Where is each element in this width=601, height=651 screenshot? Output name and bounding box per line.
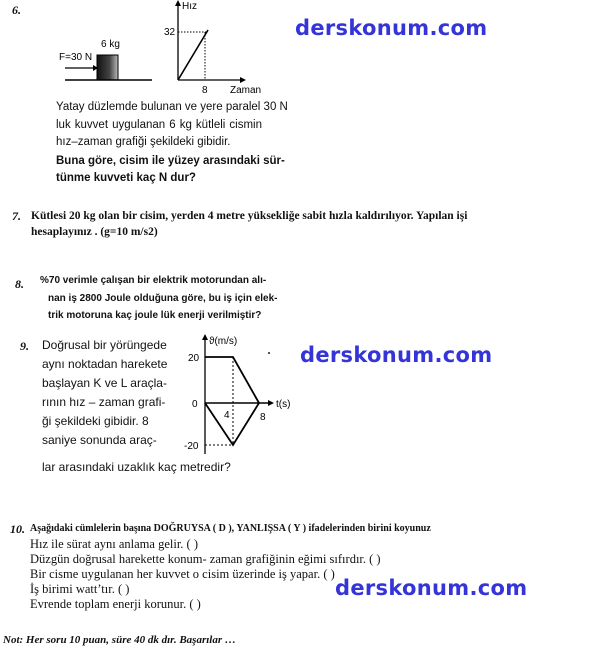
list-item: Bir cisme uygulanan her kuvvet o cisim üzerinde iş yapar. ( ) xyxy=(30,567,335,581)
y-axis-label: Hız xyxy=(182,1,197,12)
q7-text xyxy=(31,208,467,240)
x-tick: 4 xyxy=(224,410,230,421)
list-item: Düzgün doğrusal harekette konum- zaman grafiğinin eğimi sıfırdır. ( ) xyxy=(30,552,381,566)
force-label: F=30 N xyxy=(59,52,93,63)
block xyxy=(97,55,118,80)
watermark: derskonum.com xyxy=(335,576,528,600)
q6-text xyxy=(56,99,288,188)
velocity-line xyxy=(178,30,208,80)
list-item: Hız ile sürat aynı anlama gelir. ( ) xyxy=(30,537,198,551)
text-line: ği şekildeki gibidir. 8 xyxy=(42,414,149,428)
y-tick: 32 xyxy=(164,27,176,38)
dot xyxy=(268,352,270,354)
x-axis-label: t(s) xyxy=(276,399,291,410)
watermark: derskonum.com xyxy=(300,343,493,367)
x-axis-label: Zaman xyxy=(230,85,262,96)
list-item: İş birimi watt’tır. ( ) xyxy=(30,582,130,596)
text-line: trik motoruna kaç joule lük enerji verilmiştir? xyxy=(48,310,262,321)
text-line: Doğrusal bir yörüngede xyxy=(42,338,167,352)
x-tick: 8 xyxy=(260,412,266,423)
text-line: hesaplayınız . (g=10 m/s2) xyxy=(31,226,158,238)
q6-number: 6. xyxy=(12,3,21,17)
q10-instruction: Aşağıdaki cümlelerin başına DOĞRUYSA ( D ), YANLIŞSA ( Y ) ifadelerinden birini koyunuz xyxy=(30,523,431,534)
text-line: nan iş 2800 Joule olduğuna göre, bu iş için elek- xyxy=(48,292,278,304)
y-tick: 20 xyxy=(188,353,200,364)
q9-number: 9. xyxy=(20,339,29,353)
text-line: saniye sonunda araç- xyxy=(42,433,157,447)
q8-number: 8. xyxy=(15,277,24,291)
watermark: derskonum.com xyxy=(295,16,488,40)
q10-items xyxy=(30,537,381,612)
y-tick: -20 xyxy=(184,441,199,452)
y-tick: 0 xyxy=(192,399,198,410)
question-line: Buna göre, cisim ile yüzey arasındaki sür- xyxy=(56,154,285,167)
text-line: lar arasındaki uzaklık kaç metredir? xyxy=(42,460,231,474)
q6-velocity-graph xyxy=(160,0,265,98)
text-line: Yatay düzlemde bulunan ve yere paralel 30 N xyxy=(56,101,288,113)
y-axis-label: ϑ(m/s) xyxy=(209,336,238,347)
q9-velocity-graph xyxy=(180,332,295,456)
list-item: Evrende toplam enerji korunur. ( ) xyxy=(30,597,201,611)
q10-number: 10. xyxy=(10,522,25,536)
vehicle-k-line xyxy=(205,357,259,403)
mass-label: 6 kg xyxy=(101,39,120,50)
vehicle-l-line xyxy=(205,403,259,445)
text-line: %70 verimle çalışan bir elektrik motorundan alı- xyxy=(40,275,267,286)
text-line: luk kuvvet uygulanan 6 kg kütleli cismin xyxy=(56,118,262,131)
text-line: hız–zaman grafiği şekildeki gibidir. xyxy=(56,136,231,148)
q8-text xyxy=(40,272,278,325)
q6-block-figure xyxy=(55,35,160,87)
text-line: rının hız – zaman grafi- xyxy=(42,395,166,409)
text-line: aynı noktadan harekete xyxy=(42,357,168,371)
x-tick: 8 xyxy=(202,85,208,96)
question-line: tünme kuvveti kaç N dur? xyxy=(56,172,196,184)
footer-note: Not: Her soru 10 puan, süre 40 dk dır. Başarılar … xyxy=(3,634,236,646)
text-line: Kütlesi 20 kg olan bir cisim, yerden 4 metre yüksekliğe sabit hızla kaldırılıyor. Yapılan işi xyxy=(31,210,468,222)
text-line: başlayan K ve L araçla- xyxy=(42,376,167,390)
q7-number: 7. xyxy=(12,209,21,223)
